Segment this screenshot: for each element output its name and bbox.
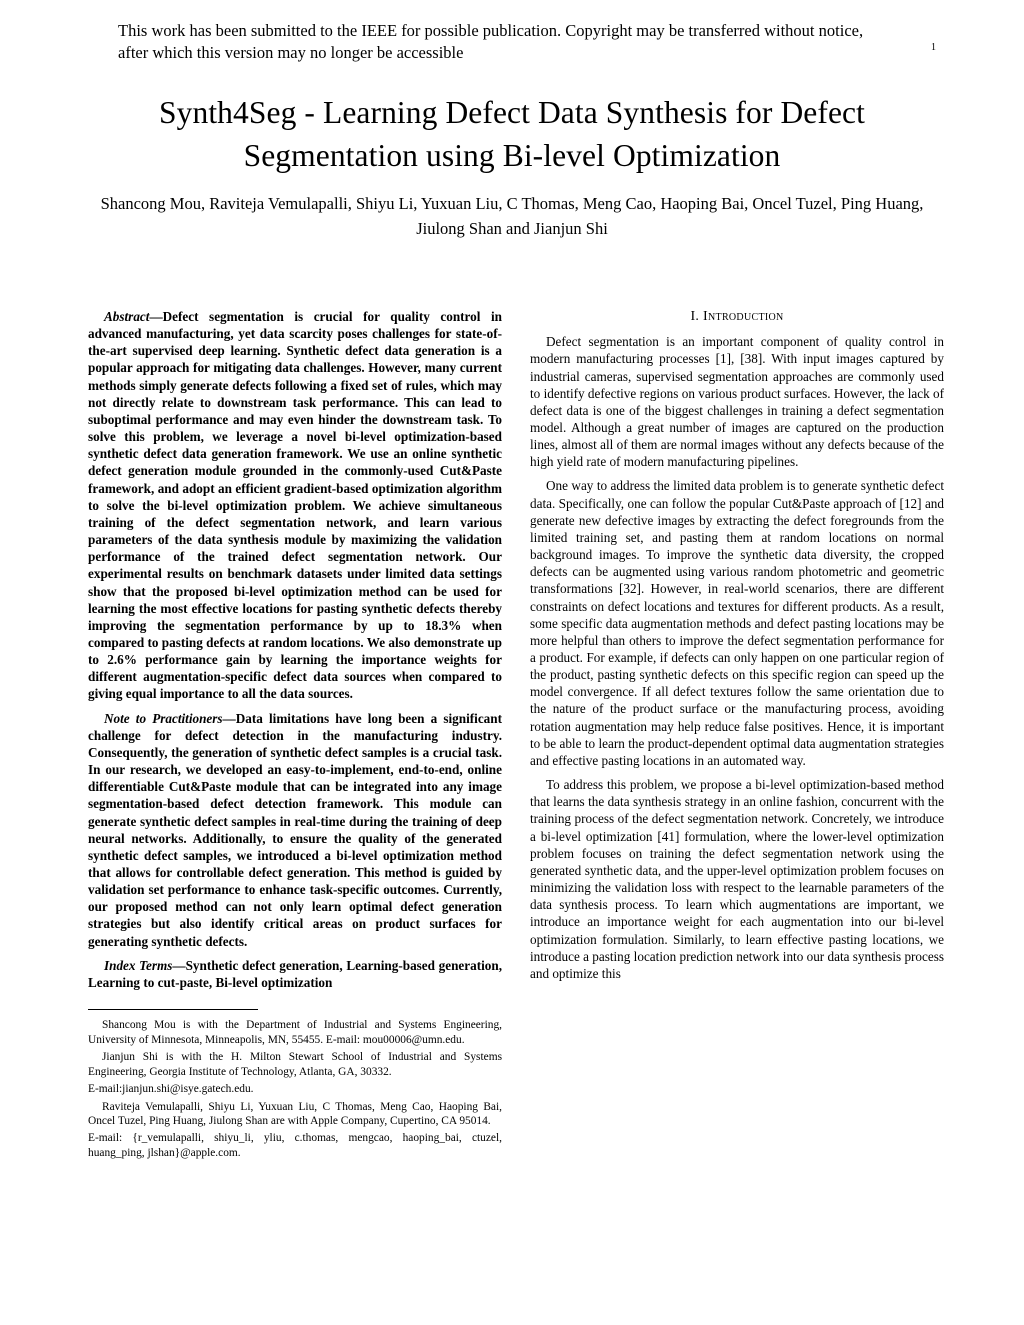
body-paragraph: Defect segmentation is an important component of quality control in modern manufacturing processes [1], [38]. With input images captured by industrial cameras, supervised segmentation approaches are commonly used to identify defective regions on various product surfaces. However, the lack of defect data is one of the biggest challenges in training a defect segmentation model. Although a great number of images are captured on the production lines, almost all of them are normal images without any defects because of the high yield rate of modern manufacturing pipelines. [530, 334, 944, 470]
index-terms-paragraph [88, 957, 502, 991]
index-terms-text: —Synthetic defect generation, Learning-based generation, Learning to cut-paste, Bi-level optimization [88, 957, 503, 990]
section-title: Introduction [703, 309, 784, 324]
section-number: I. [690, 309, 700, 324]
footnote-divider [88, 1009, 258, 1010]
abstract-text: —Defect segmentation is crucial for quality control in advanced manufacturing, yet data scarcity poses challenges for state-of-the-art supervised deep learning. Synthetic defect data generation is a popular approach for mitigating data challenges. However, many current methods simply generate defects following a fixed set of rules, which may not directly relate to downstream task performance. This can lead to suboptimal performance and may even hinder the downstream task. To solve this problem, we leverage a novel bi-level optimization-based synthetic defect data generation framework. We use an online synthetic defect generation module grounded in the commonly-used Cut&Paste framework, and adopt an efficient gradient-based optimization algorithm to solve the bi-level optimization problem. We achieve simultaneous training of the defect segmentation network, and learn various parameters of the data synthesis module by maximizing the validation performance of the trained defect segmentation network. Our experimental results on benchmark datasets under limited data settings show that the proposed bi-level optimization method can be used for learning the most effective locations for pasting synthetic defects thereby improving the segmentation performance by up to 18.3% when compared to pasting defects at random locations. We also demonstrate up to 2.6% performance gain by learning the importance weights for different augmentation-specific defect data sources when compared to giving equal importance to all the data sources. [88, 309, 502, 702]
footnote-item: E-mail: {r_vemulapalli, shiyu_li, yliu, c.thomas, mengcao, haoping_bai, ctuzel, huang_ping, jlshan}@apple.com. [88, 1132, 502, 1159]
note-text: —Data limitations have long been a significant challenge for defect detection in the manufacturing industry. Consequently, the generation of synthetic defect samples is a crucial task. In our research, we developed an easy-to-implement, end-to-end, online differentiable Cut&Paste module that can be integrated into any image segmentation-based defect detection framework. This module can generate synthetic defect samples in real-time during the training of deep neural networks. Additionally, to ensure the quality of the generated synthetic defect samples, we introduced a bi-level optimization method that allows for controllable defect generation. This method is guided by validation set performance to enhance task-specific outcomes. Currently, our proposed method can not only learn optimal defect generation strategies but also identify critical areas on product surfaces for generating synthetic defects. [88, 710, 502, 949]
index-terms-label: Index Terms [104, 957, 173, 973]
body-paragraph: One way to address the limited data problem is to generate synthetic defect data. Specifically, one can follow the popular Cut&Paste approach of [12] and generate new defective images by extracting the defect foregrounds from the limited training set, and pasting them at random locations on normal background images. To improve the synthetic data diversity, the cropped defects can be augmented using various random photometric and geometric transformations [32]. However, in real-world scenarios, there are different constraints on defect locations and textures for different products. As a result, some specific data augmentation methods and defect pasting locations may be more helpful than others to improve the defect segmentation performance for a product. For example, if defects can only happen on one particular region of the product, pasting synthetic defects on this specific region can speed up the model convergence. If all defect textures follow the same orientation due to the nature of the product surface or the manufacturing process, avoiding rotation augmentation may help reduce false positives. Hence, it is important to be able to learn the product-dependent optimal data augmentation strategies and effective pasting locations in an automated way. [530, 478, 944, 768]
page-number: 1 [931, 42, 936, 53]
footnote-item: E-mail:jianjun.shi@isye.gatech.edu. [88, 1083, 254, 1096]
right-column [530, 308, 944, 1268]
section-heading [530, 308, 944, 326]
page-title: Synth4Seg - Learning Defect Data Synthesis for Defect Segmentation using Bi-level Optimization [159, 95, 865, 173]
author-list: Shancong Mou, Raviteja Vemulapalli, Shiyu Li, Yuxuan Liu, C Thomas, Meng Cao, Haoping Bai, Oncel Tuzel, Ping Huang, Jiulong Shan and Jianjun Shi [100, 194, 924, 238]
footnote-item: Jianjun Shi is with the H. Milton Stewart School of Industrial and Systems Engineering, Georgia Institute of Technology, Atlanta, GA, 30332. [88, 1051, 502, 1078]
ieee-copyright-notice: This work has been submitted to the IEEE for possible publication. Copyright may be transferred without notice, after which this version may no longer be accessible [118, 21, 864, 62]
abstract-label: Abstract [104, 309, 150, 324]
footnote-item: Raviteja Vemulapalli, Shiyu Li, Yuxuan Liu, C Thomas, Meng Cao, Haoping Bai, Oncel Tuzel, Ping Huang, Jiulong Shan are with Apple Company, Cupertino, CA 95014. [88, 1100, 502, 1127]
footnote-item: Shancong Mou is with the Department of Industrial and Systems Engineering, University of Minnesota, Minneapolis, MN, 55455. E-mail: mou00006@umn.edu. [88, 1019, 502, 1046]
note-label: Note to Practitioners [104, 710, 223, 726]
two-column-body [88, 308, 944, 1268]
body-paragraph: To address this problem, we propose a bi-level optimization-based method that learns the data synthesis strategy in an online fashion, concurrent with the training process of the defect segmentation network. Concretely, we introduce a bi-level optimization [41] formulation, where the lower-level optimization problem focuses on training the defect segmentation network using the generated synthetic data, and the upper-level optimization problem focuses on minimizing the validation loss with respect to the learnable parameters of the data synthesis process. To learn which augmentations are important, we introduce an importance weight for each augmentation into our bi-level optimization formulation. Similarly, to learn effective pasting locations, we introduce a pasting location prediction network into our data synthesis process and optimize this [530, 777, 944, 981]
left-column [88, 308, 502, 1268]
note-to-practitioners-paragraph [88, 710, 502, 950]
footnote-block [88, 1018, 502, 1160]
abstract-paragraph [88, 308, 502, 703]
